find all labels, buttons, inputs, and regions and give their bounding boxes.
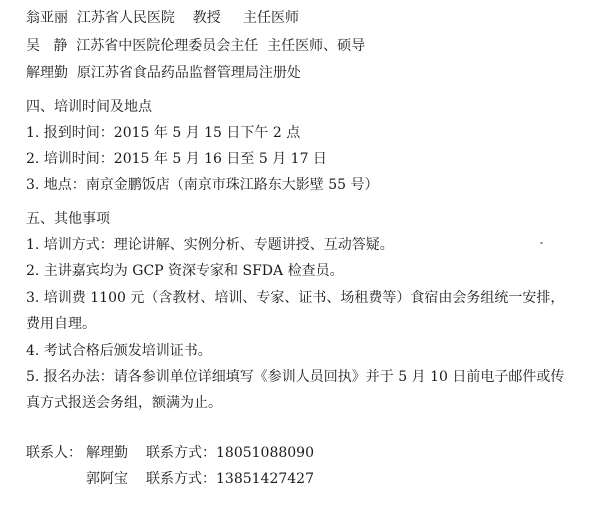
list-item-continuation: 真方式报送会务组，额满为止。 — [26, 395, 222, 411]
list-item: 2. 主讲嘉宾均为 GCP 资深专家和 SFDA 检查员。 — [26, 263, 344, 279]
contact-phone: 18051088090 — [216, 445, 314, 461]
list-item: 2. 培训时间：2015 年 5 月 16 日至 5 月 17 日 — [26, 151, 327, 167]
speaker-line: 吴 静 江苏省中医院伦理委员会主任 主任医师、硕导 — [26, 38, 366, 54]
contact-phone-label: 联系方式： — [146, 471, 216, 487]
scan-speck — [540, 242, 543, 244]
contact-phone-label: 联系方式： — [146, 445, 216, 461]
contact-label: 联系人： — [26, 445, 82, 461]
list-item: 1. 培训方式：理论讲解、实例分析、专题讲授、互动答疑。 — [26, 237, 394, 253]
list-item: 1. 报到时间：2015 年 5 月 15 日下午 2 点 — [26, 125, 301, 141]
speaker-line: 解理勤 原江苏省食品药品监督管理局注册处 — [26, 65, 301, 81]
contact-name: 解理勤 — [86, 445, 128, 461]
list-item-continuation: 费用自理。 — [26, 316, 96, 332]
list-item: 4. 考试合格后颁发培训证书。 — [26, 343, 212, 359]
list-item: 5. 报名办法：请各参训单位详细填写《参训人员回执》并于 5 月 10 日前电子邮件或传 — [26, 369, 565, 385]
contact-phone: 13851427427 — [216, 471, 314, 487]
list-item: 3. 培训费 1100 元（含教材、培训、专家、证书、场租费等）食宿由会务组统一安排， — [26, 290, 565, 306]
section-heading: 四、培训时间及地点 — [26, 99, 152, 115]
speaker-line: 翁亚丽 江苏省人民医院 教授 主任医师 — [26, 10, 299, 26]
list-item: 3. 地点：南京金鹏饭店（南京市珠江路东大影壁 55 号） — [26, 177, 379, 193]
contact-name: 郭阿宝 — [86, 471, 128, 487]
section-heading: 五、其他事项 — [26, 211, 110, 227]
